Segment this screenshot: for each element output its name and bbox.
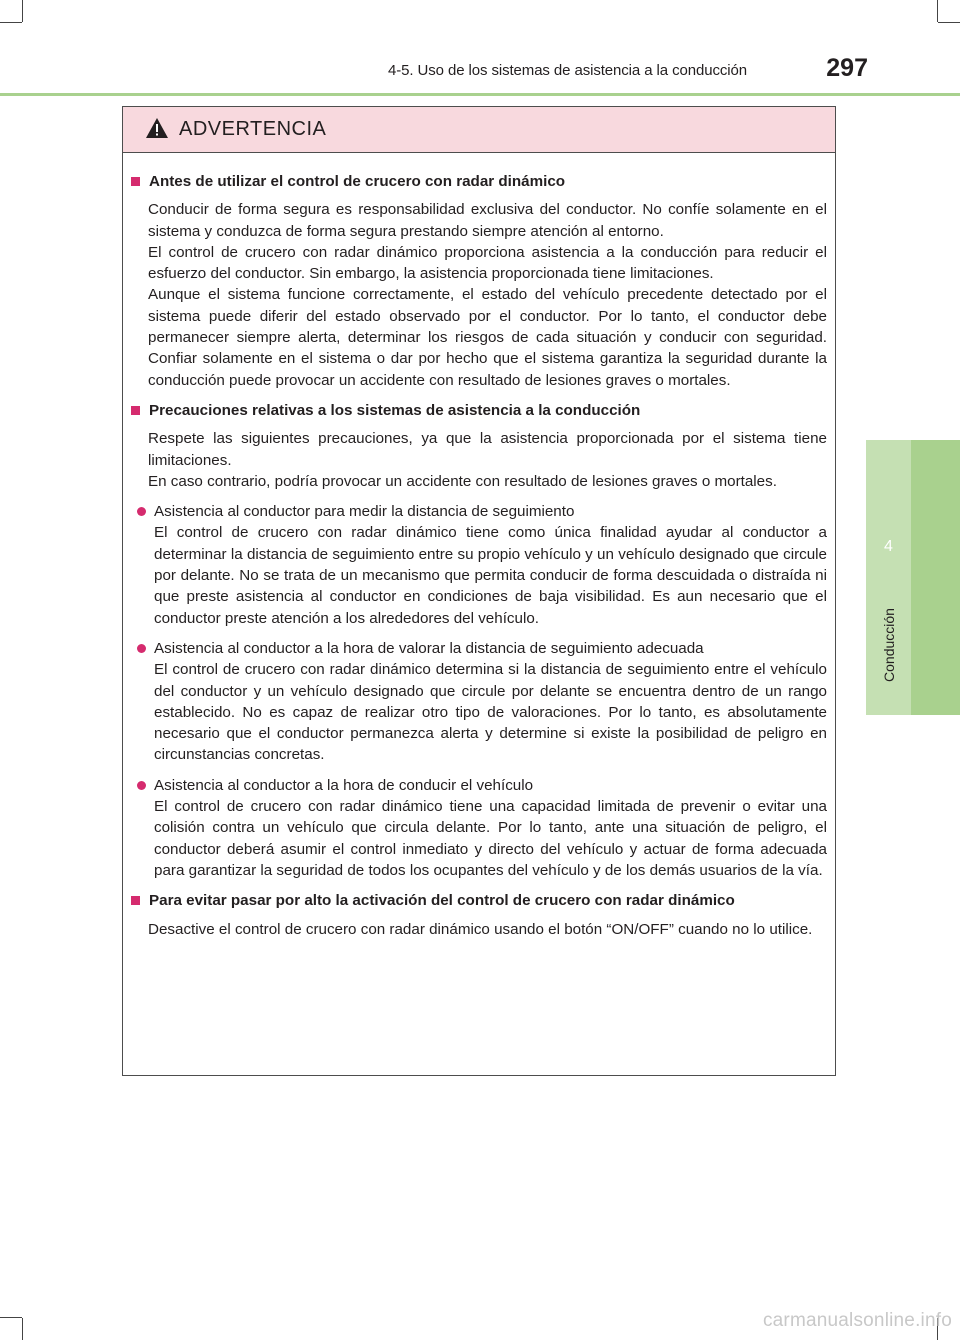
warning-body	[123, 153, 835, 940]
chapter-tab-strip	[911, 440, 960, 715]
warning-section	[129, 400, 827, 881]
square-bullet-icon	[131, 406, 140, 415]
crop-mark	[937, 0, 938, 22]
section-heading: Antes de utilizar el control de crucero con radar dinámico	[149, 173, 566, 190]
round-bullet-icon	[137, 507, 146, 516]
paragraph: Conducir de forma segura es responsabilidad exclusiva del conductor. No confíe solamente en el sistema y conduzca de forma segura prestando siempre atención al entorno.	[148, 201, 827, 240]
warning-header	[123, 107, 835, 153]
page-number: 297	[826, 54, 868, 82]
warning-box	[122, 106, 836, 1076]
square-bullet-icon	[131, 177, 140, 186]
square-bullet-icon	[131, 896, 140, 905]
paragraph: En caso contrario, podría provocar un accidente con resultado de lesiones graves o mortales.	[148, 472, 777, 490]
watermark: carmanualsonline.info	[762, 1310, 952, 1331]
bullet-title: Asistencia al conductor a la hora de valorar la distancia de seguimiento adecuada	[154, 639, 704, 657]
bullet-text: El control de crucero con radar dinámico determina si la distancia de seguimiento entre el vehículo del conductor y un vehículo designado que circule por delante se encuentra dentro de un rango establecido. No es capaz de realizar otro tipo de valoraciones. Por lo tanto, es absolutamente necesario que el conductor permanezca alerta y determine si existe la posibilidad de peligro en circunstancias concretas.	[154, 661, 827, 764]
crop-mark	[22, 1318, 23, 1340]
round-bullet-icon	[137, 781, 146, 790]
warning-triangle-icon	[145, 117, 169, 139]
chapter-number: 4	[884, 538, 893, 555]
crop-mark	[938, 22, 960, 23]
section-heading: Precauciones relativas a los sistemas de asistencia a la conducción	[149, 401, 641, 419]
crop-mark	[0, 22, 22, 23]
bullet-text: El control de crucero con radar dinámico tiene como única finalidad ayudar al conductor a determinar la distancia de seguimiento entre su propio vehículo y un vehículo designado que circule por delante. No se trata de un mecanismo que permita conducir de forma descuidada o distraída ni que preste asistencia al conductor en condiciones de baja visibilidad. Es aun necesario que el conductor preste atención a los alrededores del vehículo.	[154, 524, 827, 627]
section-title: 4-5. Uso de los sistemas de asistencia a la conducción	[388, 62, 747, 79]
paragraph: Desactive el control de crucero con radar dinámico usando el botón “ON/OFF” cuando no lo utilice.	[148, 920, 813, 938]
paragraph: Respete las siguientes precauciones, ya que la asistencia proporcionada por el sistema tiene limitaciones.	[148, 430, 827, 469]
list-item	[137, 638, 827, 766]
chapter-label: Conducción	[881, 608, 897, 682]
crop-mark	[22, 0, 23, 22]
list-item	[137, 775, 827, 881]
bullet-text: El control de crucero con radar dinámico tiene una capacidad limitada de prevenir o evitar una colisión contra un vehículo que circula delante. Por lo tanto, ante una situación de peligro, el conductor deberá asumir el control inmediato y directo del vehículo y actuar de forma adecuada para garantizar la seguridad de todos los ocupantes del vehículo y de los demás usuarios de la vía.	[154, 798, 827, 879]
paragraph: El control de crucero con radar dinámico proporciona asistencia a la conducción para reducir el esfuerzo del conductor. Sin embargo, la asistencia proporcionada tiene limitaciones.	[148, 243, 827, 283]
crop-mark	[0, 1317, 22, 1318]
paragraph: Aunque el sistema funcione correctamente, el estado del vehículo precedente detectado por el sistema puede diferir del estado observado por el conductor. Por lo tanto, el conductor debe permanecer siempre alerta, determinar los riesgos de cada situación y conducir con seguridad. Confiar solamente en el sistema o dar por hecho que el sistema garantiza la seguridad durante la conducción puede provocar un accidente con resultado de lesiones graves o mortales.	[148, 286, 827, 389]
warning-title: ADVERTENCIA	[179, 118, 327, 140]
bullet-title: Asistencia al conductor para medir la distancia de seguimiento	[154, 503, 575, 521]
header-rule	[0, 93, 960, 96]
section-heading: Para evitar pasar por alto la activación del control de crucero con radar dinámico	[149, 892, 735, 910]
list-item	[137, 501, 827, 629]
bullet-title: Asistencia al conductor a la hora de conducir el vehículo	[154, 776, 534, 794]
warning-section	[129, 890, 827, 940]
round-bullet-icon	[137, 644, 146, 653]
warning-section	[129, 171, 827, 391]
